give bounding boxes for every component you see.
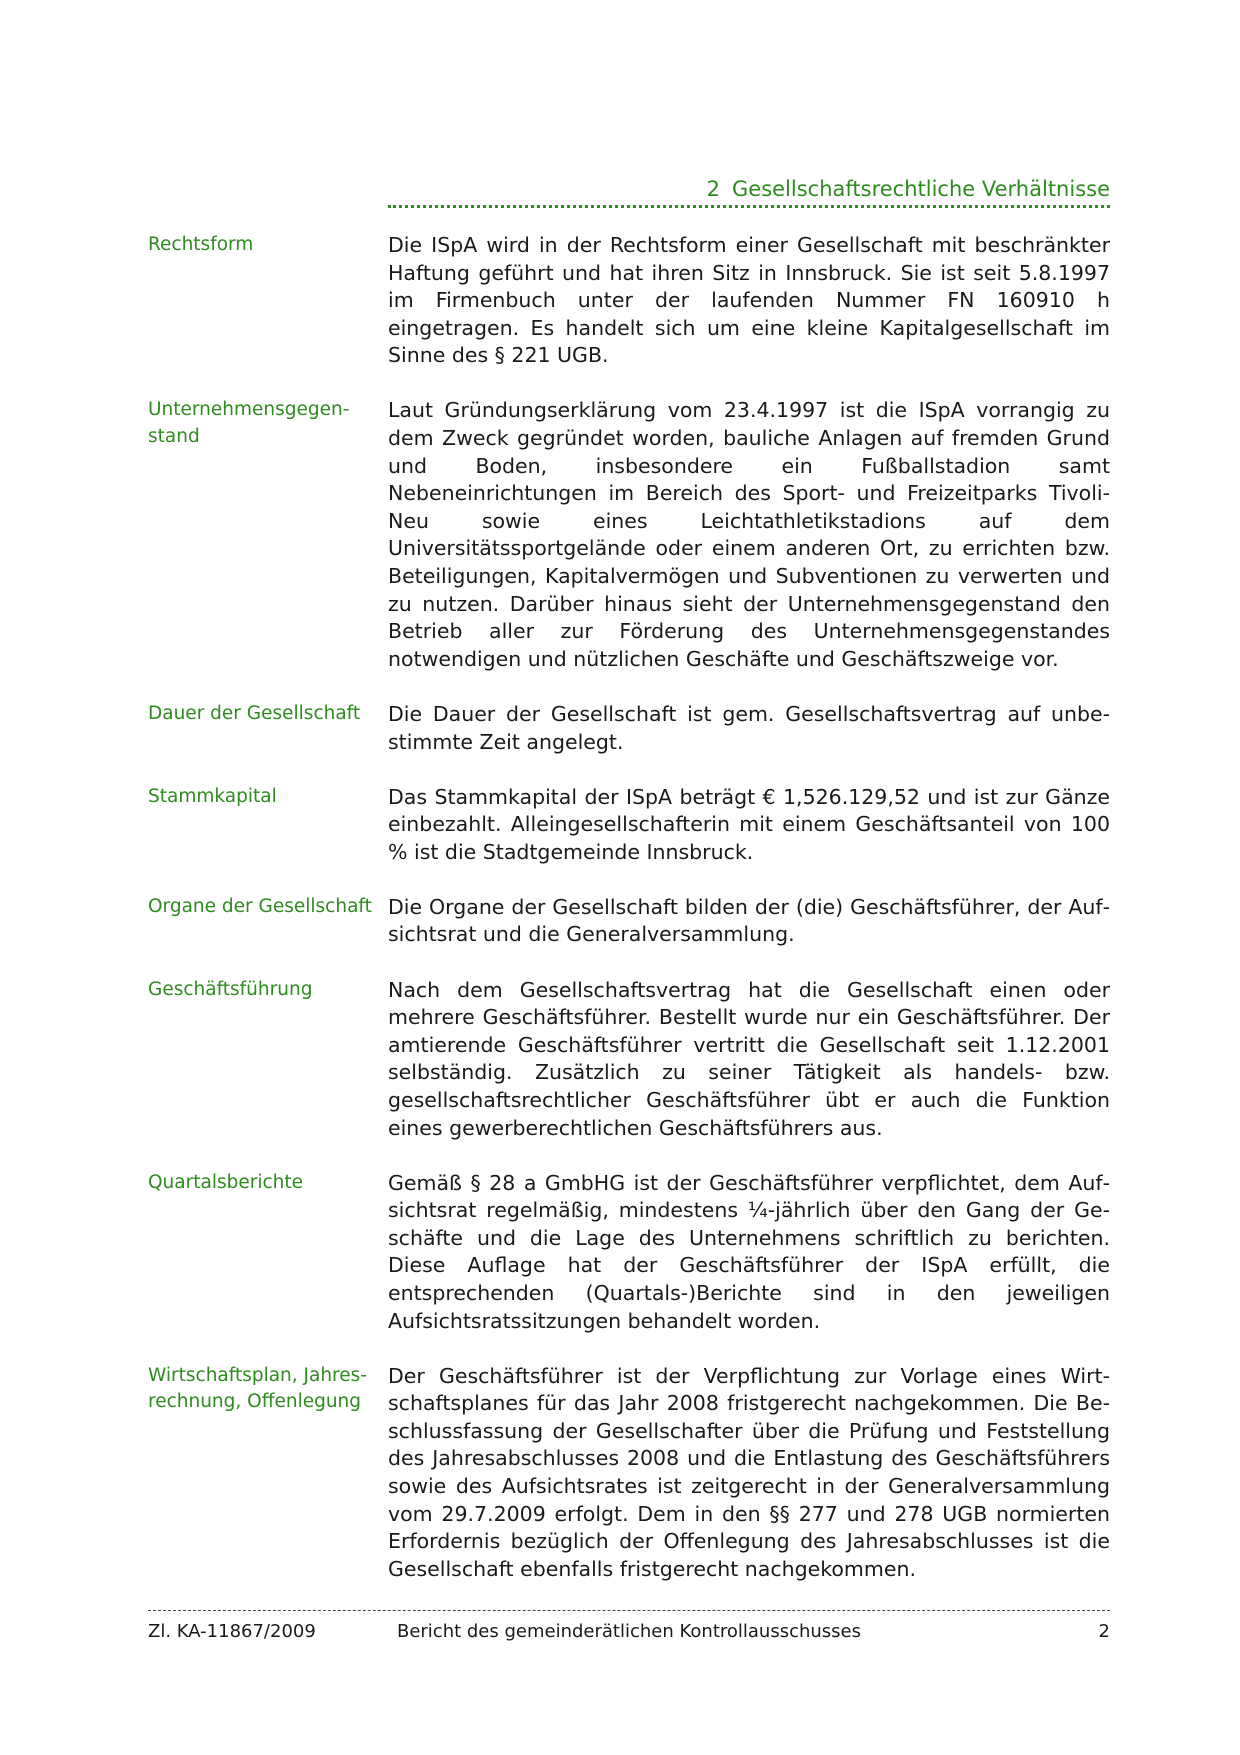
- section-label: Unternehmensgegen- stand: [148, 399, 350, 447]
- content-body: [148, 232, 1110, 1611]
- footer-reference: Zl. KA-11867/2009: [148, 1621, 316, 1642]
- section-text: Laut Gründungserklärung vom 23.4.1997 ist die ISpA vorrangig zu dem Zweck gegründet worden, bauliche Anlagen auf fremden Grund und Boden, insbesondere ein Fußballstadion samt Nebeneinrichtungen im Bereich des Sport- und Freizeitparks Tivoli-Neu sowie eines Leichtathletikstadions auf dem Universitätssportgelände oder einem anderen Ort, zu errichten bzw. Beteiligungen, Kapitalvermögen und Subventionen zu verwerten und zu nutzen. Darüber hinaus sieht der Unternehmensgegenstand den Betrieb aller zur Förderung des Unternehmensgegenstandes notwendigen und nützlichen Geschäfte und Geschäftszweige vor.: [388, 398, 1110, 671]
- section-label: Rechtsform: [148, 234, 254, 255]
- section-label: Organe der Gesellschaft: [148, 895, 372, 917]
- section-quartalsberichte: [148, 1170, 1110, 1336]
- section-rechtsform: [148, 232, 1110, 370]
- section-stammkapital: [148, 784, 1110, 867]
- section-label: Dauer der Gesellschaft: [148, 702, 361, 724]
- page-number: 2: [1098, 1621, 1110, 1642]
- section-text: Das Stammkapital der ISpA beträgt € 1,526.129,52 und ist zur Gänze einbezahlt. Alleingesellschafterin mit einem Geschäftsanteil von 100 % ist die Stadtgemeinde Innsbruck.: [388, 784, 1110, 864]
- section-text: Die Organe der Gesellschaft bilden der (die) Geschäftsführer, der Aufsichtsrat und die Generalversammlung.: [388, 894, 1110, 947]
- section-organe: [148, 894, 1110, 949]
- section-wirtschaftsplan: [148, 1363, 1110, 1584]
- section-label: Stammkapital: [148, 785, 277, 807]
- section-text: Die ISpA wird in der Rechtsform einer Gesellschaft mit beschränkter Haftung geführt und hat ihren Sitz in Innsbruck. Sie ist seit 5.8.1997 im Firmenbuch unter der laufenden Nummer FN 160910 h eingetragen. Es handelt sich um eine kleine Kapitalgesellschaft im Sinne des § 221 UGB.: [388, 233, 1110, 368]
- page-footer: [148, 1618, 1110, 1646]
- section-label: Geschäftsführung: [148, 978, 313, 1000]
- section-text: Nach dem Gesellschaftsvertrag hat die Gesellschaft einen oder mehrere Geschäftsführer. Bestellt wurde nur ein Geschäftsführer. Der amtierende Geschäftsführer vertritt die Gesellschaft seit 1.12.2001 selbständig. Zusätzlich zu seiner Tätigkeit als handels- bzw. gesellschaftsrechtlicher Geschäftsführer übt er auch die Funktion eines gewerberechtlichen Geschäftsführers aus.: [388, 977, 1110, 1140]
- header-dotted-rule: [388, 205, 1110, 208]
- section-text: Gemäß § 28 a GmbHG ist der Geschäftsführer verpflichtet, dem Aufsichtsrat regelmäßig, mindestens ¼-jährlich über den Gang der Geschäfte und die Lage des Unternehmens schriftlich zu berichten. Diese Auflage hat der Geschäftsführer der ISpA erfüllt, die entsprechenden (Quartals-)Berichte sind in den jeweiligen Aufsichtsratssitzungen behandelt worden.: [388, 1170, 1110, 1333]
- section-label: Quartalsberichte: [148, 1171, 304, 1193]
- section-geschaeftsfuehrung: [148, 977, 1110, 1143]
- footer-title: Bericht des gemeinderätlichen Kontrollausschusses: [396, 1621, 862, 1642]
- section-text: Der Geschäftsführer ist der Verpflichtung zur Vorlage eines Wirtschaftsplanes für das Jahr 2008 fristgerecht nachgekommen. Die Beschlussfassung der Gesellschafter über die Prüfung und Feststellung des Jahresabschlusses 2008 und die Entlastung des Geschäftsführers sowie des Aufsichtsrates ist zeitgerecht in der Generalversammlung vom 29.7.2009 erfolgt. Dem in den §§ 277 und 278 UGB normierten Erfordernis bezüglich der Offenlegung des Jahresabschlusses ist die Gesellschaft ebenfalls fristgerecht nachgekommen.: [388, 1363, 1110, 1581]
- section-dauer: [148, 701, 1110, 756]
- section-text: Die Dauer der Gesellschaft ist gem. Gesellschaftsvertrag auf unbestimmte Zeit angelegt.: [388, 701, 1110, 754]
- footer-dashed-rule: [148, 1610, 1110, 1611]
- section-label: Wirtschaftsplan, Jahres- rechnung, Offenlegung: [148, 1364, 367, 1413]
- chapter-title: Gesellschaftsrechtliche Verhältnisse: [732, 177, 1110, 201]
- section-unternehmensgegenstand: [148, 397, 1110, 673]
- chapter-number: 2: [706, 177, 720, 201]
- chapter-header: [388, 174, 1110, 204]
